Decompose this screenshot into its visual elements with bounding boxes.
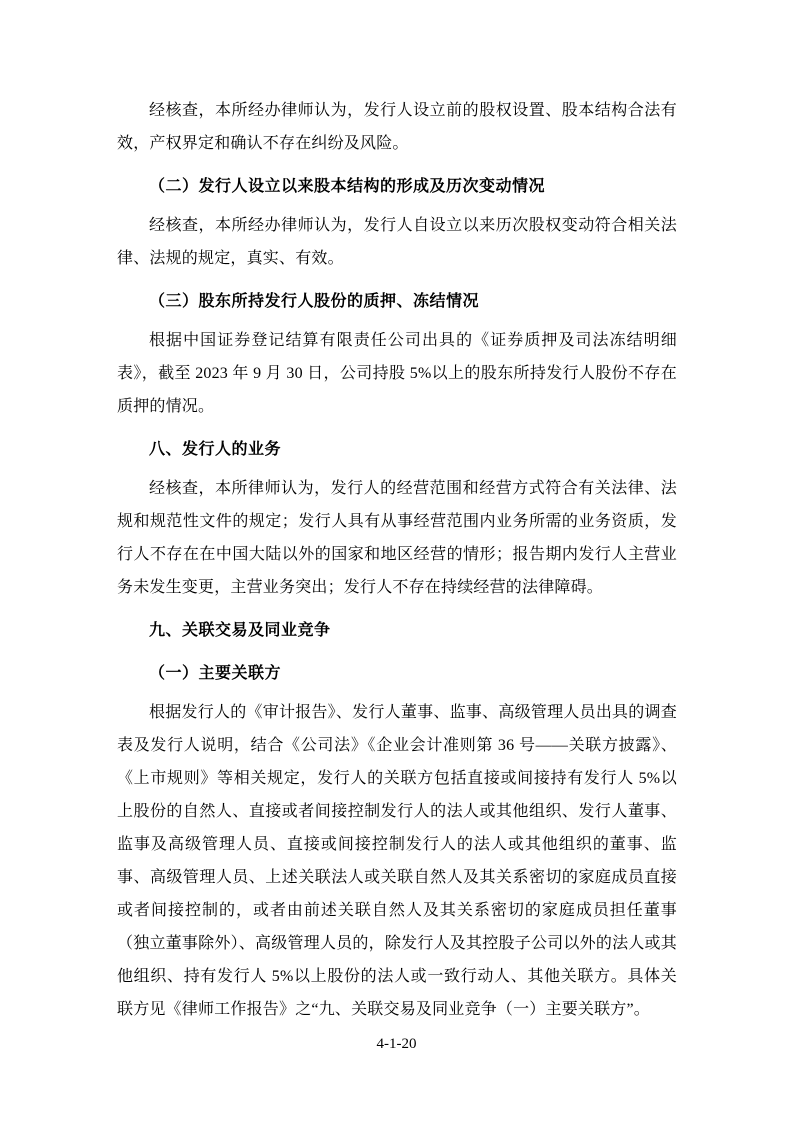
paragraph-pre-establishment-equity-conclusion: 经核查，本所经办律师认为，发行人设立前的股权设置、股本结构合法有效，产权界定和确认不存在纠纷及风险。 xyxy=(117,102,677,152)
heading-section-2-share-structure-changes: （二）发行人设立以来股本结构的形成及历次变动情况 xyxy=(149,178,546,195)
document-content xyxy=(117,94,677,1026)
page-number: 4-1-20 xyxy=(376,1036,417,1052)
paragraph-pledge-status: 根据中国证券登记结算有限责任公司出具的《证券质押及司法冻结明细表》，截至 2023 年 9 月 30 日，公司持股 5%以上的股东所持发行人股份不存在质押的情况。 xyxy=(117,332,677,415)
paragraph-equity-changes-conclusion: 经核查，本所经办律师认为，发行人自设立以来历次股权变动符合相关法律、法规的规定，真实、有效。 xyxy=(117,217,677,267)
paragraph-related-parties-definition: 根据发行人的《审计报告》、发行人董事、监事、高级管理人员出具的调查表及发行人说明，结合《公司法》《企业会计准则第 36 号——关联方披露》、《上市规则》等相关规定，发行人的关联方包括直接或间接持有发行人 5%以上股份的自然人、直接或者间接控制发行人的法人或其他组织、发行人董事、监事及高级管理人员、直接或间接控制发行人的法人或其他组织的董事、监事、高级管理人员、上述关联法人或关联自然人及其关系密切的家庭成员直接或者间接控制的，或者由前述关联自然人及其关系密切的家庭成员担任董事（独立董事除外）、高级管理人员的，除发行人及其控股子公司以外的法人或其他组织、持有发行人 5%以上股份的法人或一致行动人、其他关联方。具体关联方见《律师工作报告》之“九、关联交易及同业竞争（一）主要关联方”。 xyxy=(117,704,677,1018)
heading-section-9-related-transactions: 九、关联交易及同业竞争 xyxy=(149,622,331,639)
heading-section-9-1-main-related-parties: （一）主要关联方 xyxy=(149,665,282,682)
paragraph-business-scope-conclusion: 经核查，本所律师认为，发行人的经营范围和经营方式符合有关法律、法规和规范性文件的规定；发行人具有从事经营范围内业务所需的业务资质，发行人不存在在中国大陆以外的国家和地区经营的情形；报告期内发行人主营业务未发生变更，主营业务突出；发行人不存在持续经营的法律障碍。 xyxy=(117,480,677,596)
heading-section-3-pledge-freeze: （三）股东所持发行人股份的质押、冻结情况 xyxy=(149,293,480,310)
heading-section-8-issuer-business: 八、发行人的业务 xyxy=(149,441,282,458)
